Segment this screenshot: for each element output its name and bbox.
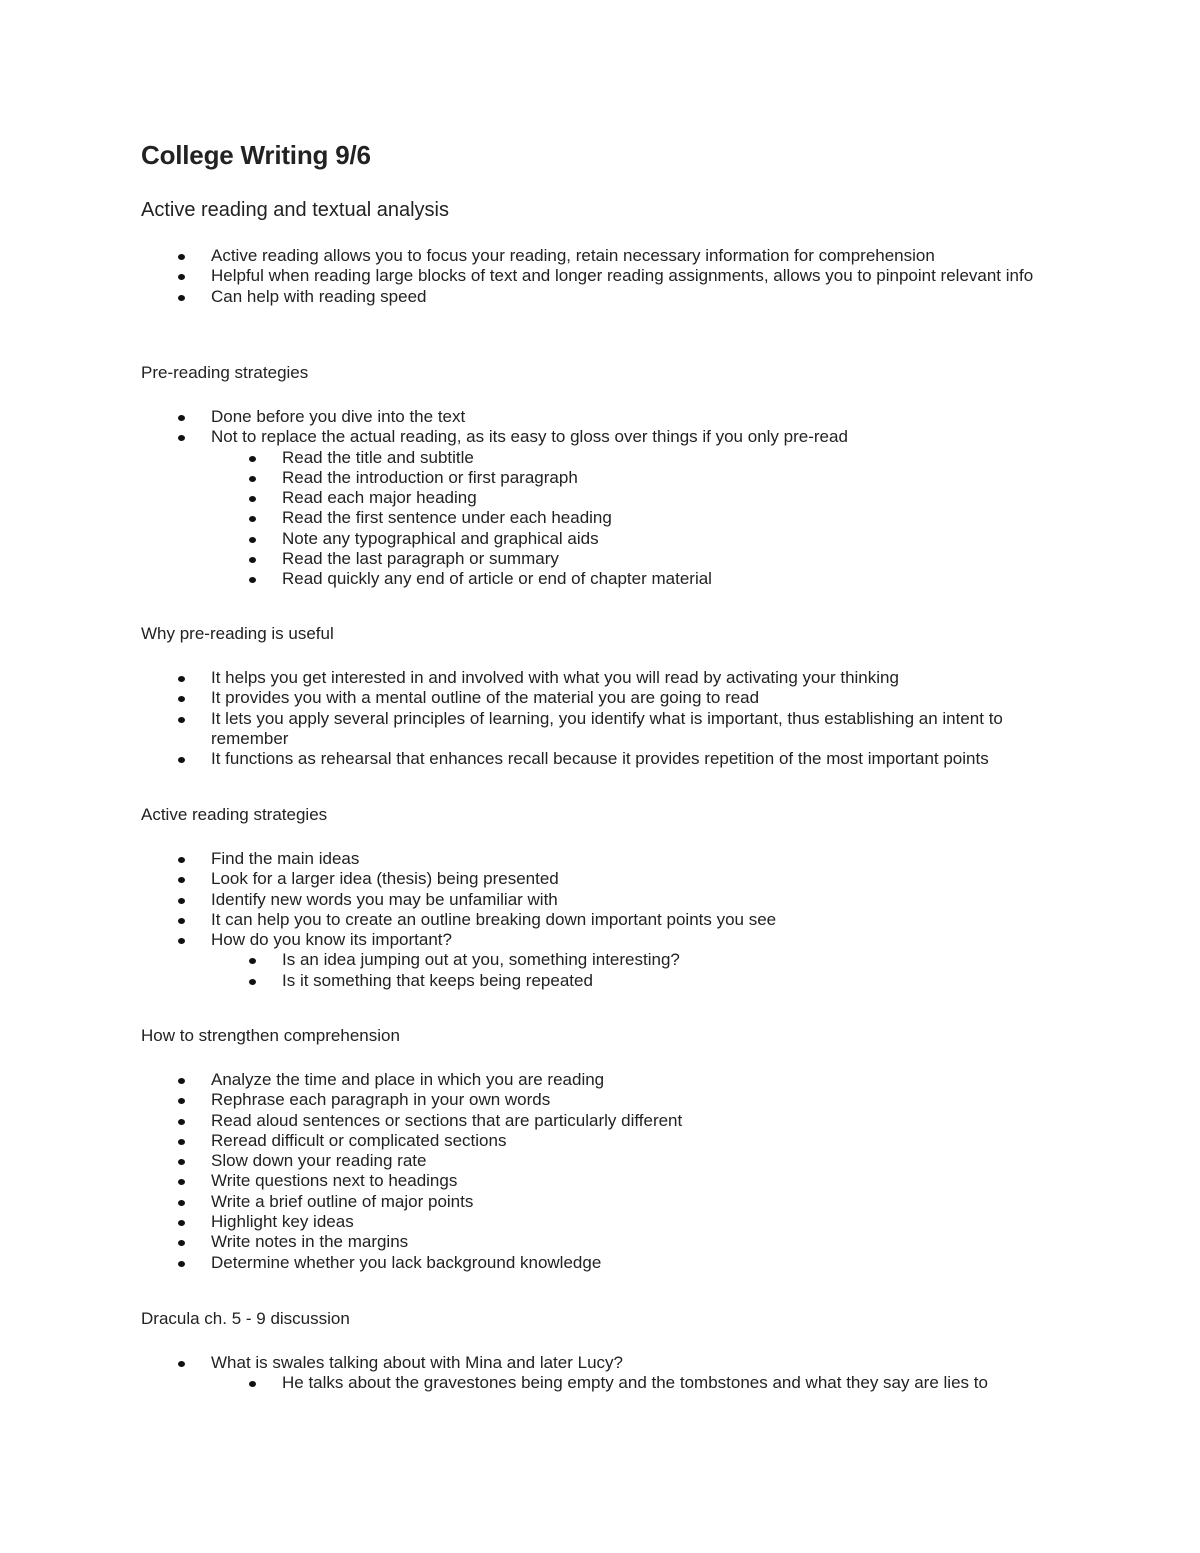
bullet-icon xyxy=(178,1261,185,1267)
bullet-icon xyxy=(178,757,185,763)
bullet-icon xyxy=(178,274,185,280)
bullet-icon xyxy=(178,1240,185,1246)
sub-list-item: Read the last paragraph or summary xyxy=(0,549,1042,569)
list-item: It helps you get interested in and involved with what you will read by activating your thinking xyxy=(0,668,1041,688)
bullet-icon xyxy=(178,857,185,863)
list-item: It functions as rehearsal that enhances recall because it provides repetition of the most important points xyxy=(0,749,1041,769)
sub-list-item: Read quickly any end of article or end of chapter material xyxy=(0,569,1042,589)
bullet-icon xyxy=(178,1179,185,1185)
sub-list-item: Read the title and subtitle xyxy=(0,448,1042,468)
list-item: Write questions next to headings xyxy=(0,1171,1041,1191)
bullet-icon xyxy=(178,1078,185,1084)
bullet-icon xyxy=(249,516,256,522)
comprehension-list xyxy=(0,1070,1200,1273)
list-item: Helpful when reading large blocks of text and longer reading assignments, allows you to pinpoint relevant info xyxy=(0,266,1041,286)
bullet-icon xyxy=(178,696,185,702)
bullet-icon xyxy=(178,938,185,944)
section-heading: Dracula ch. 5 - 9 discussion xyxy=(141,1309,350,1328)
list-item: It provides you with a mental outline of the material you are going to read xyxy=(0,688,1041,708)
bullet-icon xyxy=(249,476,256,482)
bullet-icon xyxy=(178,877,185,883)
list-item: Done before you dive into the text xyxy=(0,407,1041,427)
bullet-icon xyxy=(178,1098,185,1104)
list-item: It can help you to create an outline breaking down important points you see xyxy=(0,910,1041,930)
section-heading: Active reading strategies xyxy=(141,805,328,824)
bullet-icon xyxy=(249,557,256,563)
bullet-icon xyxy=(178,415,185,421)
section-heading: Why pre-reading is useful xyxy=(141,624,334,643)
bullet-icon xyxy=(178,254,185,260)
list-item: Write a brief outline of major points xyxy=(0,1192,1041,1212)
sub-list-item: Read the introduction or first paragraph xyxy=(0,468,1042,488)
list-item: Write notes in the margins xyxy=(0,1232,1041,1252)
sub-list-item: Note any typographical and graphical aids xyxy=(0,529,1042,549)
list-item: Read aloud sentences or sections that are particularly different xyxy=(0,1111,1041,1131)
list-item: Highlight key ideas xyxy=(0,1212,1041,1232)
bullet-icon xyxy=(178,1361,185,1367)
sub-list-item: Read the first sentence under each heading xyxy=(0,508,1042,528)
list-item: Find the main ideas xyxy=(0,849,1041,869)
page-title: College Writing 9/6 xyxy=(141,140,371,170)
sub-list-item: Read each major heading xyxy=(0,488,1042,508)
why-useful-list xyxy=(0,668,1200,769)
bullet-icon xyxy=(178,435,185,441)
list-item: Rephrase each paragraph in your own words xyxy=(0,1090,1041,1110)
list-item: What is swales talking about with Mina and later Lucy? xyxy=(0,1353,1041,1373)
sub-list-item: He talks about the gravestones being empty and the tombstones and what they say are lies to xyxy=(0,1373,1042,1393)
bullet-icon xyxy=(249,496,256,502)
section-heading: Pre-reading strategies xyxy=(141,363,309,382)
bullet-icon xyxy=(249,979,256,985)
bullet-icon xyxy=(178,918,185,924)
section-heading: How to strengthen comprehension xyxy=(141,1026,400,1045)
bullet-icon xyxy=(249,577,256,583)
list-item: Active reading allows you to focus your reading, retain necessary information for comprehension xyxy=(0,246,1041,266)
pre-reading-list xyxy=(0,407,1200,590)
bullet-icon xyxy=(178,1139,185,1145)
bullet-icon xyxy=(178,898,185,904)
bullet-icon xyxy=(249,537,256,543)
intro-list xyxy=(0,246,1200,307)
list-item: Determine whether you lack background knowledge xyxy=(0,1253,1041,1273)
page-subtitle: Active reading and textual analysis xyxy=(141,199,449,221)
list-item: Analyze the time and place in which you are reading xyxy=(0,1070,1041,1090)
dracula-list xyxy=(0,1353,1200,1394)
list-item: Identify new words you may be unfamiliar with xyxy=(0,890,1041,910)
bullet-icon xyxy=(249,958,256,964)
bullet-icon xyxy=(178,1119,185,1125)
bullet-icon xyxy=(178,1159,185,1165)
list-item: Not to replace the actual reading, as its easy to gloss over things if you only pre-read xyxy=(0,427,1041,447)
list-item: Reread difficult or complicated sections xyxy=(0,1131,1041,1151)
list-item: Can help with reading speed xyxy=(0,287,1041,307)
sub-list-item: Is it something that keeps being repeated xyxy=(0,971,1042,991)
list-item: How do you know its important? xyxy=(0,930,1041,950)
bullet-icon xyxy=(178,295,185,301)
bullet-icon xyxy=(178,717,185,723)
bullet-icon xyxy=(249,456,256,462)
list-item: Look for a larger idea (thesis) being presented xyxy=(0,869,1041,889)
bullet-icon xyxy=(178,676,185,682)
sub-list-item: Is an idea jumping out at you, something interesting? xyxy=(0,950,1042,970)
bullet-icon xyxy=(178,1220,185,1226)
active-strategies-list xyxy=(0,849,1200,991)
bullet-icon xyxy=(249,1381,256,1387)
bullet-icon xyxy=(178,1200,185,1206)
list-item: Slow down your reading rate xyxy=(0,1151,1041,1171)
list-item: It lets you apply several principles of learning, you identify what is important, thus establishing an intent to remember xyxy=(0,709,1041,750)
